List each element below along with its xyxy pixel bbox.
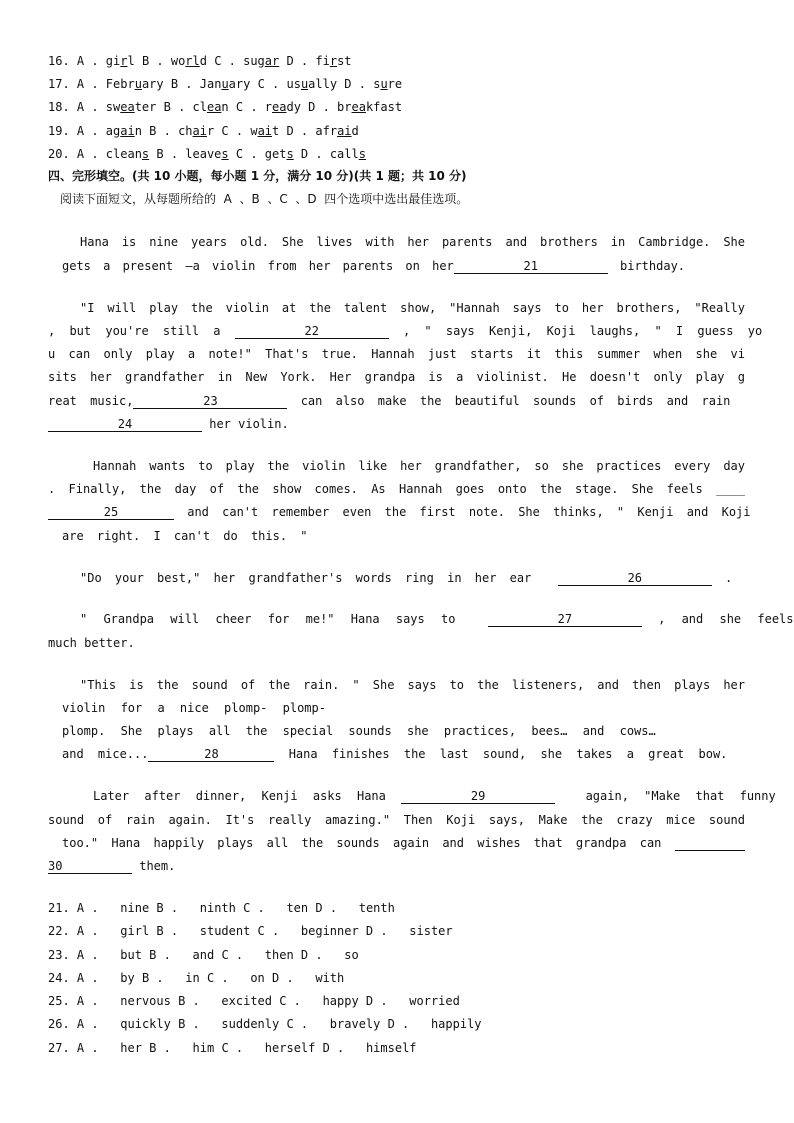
option-b: him (192, 1041, 215, 1055)
passage-line: , but you're still a 22 , " says Kenji, Koji laughs, " I guess yo (48, 324, 763, 338)
blank-23: 23 (133, 394, 287, 409)
option-d: happily (430, 1017, 482, 1031)
option-row: 27. A . her B . him C . herself D . himself (48, 1041, 417, 1055)
option-c: bravely (329, 1017, 381, 1031)
option-a: but (120, 948, 142, 962)
option-a: nervous (120, 994, 171, 1008)
blank-21: 21 (454, 259, 608, 274)
question-19: 19. A . again B . chair C . wait D . afraid (48, 124, 359, 138)
option-d: so (344, 948, 359, 962)
option-row: 25. A . nervous B . excited C . happy D . worried (48, 994, 460, 1008)
option-number: 26. (48, 1017, 70, 1031)
question-20: 20. A . cleans B . leaves C . gets D . calls (48, 147, 366, 161)
passage-line: . Finally, the day of the show comes. As Hannah goes onto the stage. She feels ____ (48, 482, 745, 496)
passage-line: reat music, 23 can also make the beautiful sounds of birds and rain (48, 394, 731, 408)
passage-line: violin for a nice plomp- plomp- (62, 701, 326, 715)
blank-30: 30 (48, 859, 132, 874)
passage-line: "Do your best," her grandfather's words ring in her ear 26 . (80, 571, 733, 585)
question-17: 17. A . February B . January C . usually D . sure (48, 77, 403, 91)
option-b: student (199, 924, 251, 938)
option-number: 24. (48, 971, 70, 985)
blank-28: 28 (148, 747, 274, 762)
blank-22: 22 (235, 324, 389, 339)
option-number: 27. (48, 1041, 70, 1055)
option-d: sister (409, 924, 453, 938)
option-c: herself (264, 1041, 316, 1055)
passage-line: gets a present —a violin from her parents on her 21 birthday. (62, 259, 686, 273)
option-c: then (264, 948, 294, 962)
blank-25: 25 (48, 505, 174, 520)
option-b: in (185, 971, 200, 985)
option-row: 26. A . quickly B . suddenly C . bravely D . happily (48, 1017, 482, 1031)
passage-line: "This is the sound of the rain. " She says to the listeners, and then plays her (80, 678, 745, 692)
passage-line: Hana is nine years old. She lives with her parents and brothers in Cambridge. She (80, 235, 745, 249)
passage-line: too." Hana happily plays all the sounds again and wishes that grandpa can (62, 835, 745, 851)
passage-line: sits her grandfather in New York. Her grandpa is a violinist. He doesn't only play g (48, 370, 745, 384)
option-number: 25. (48, 994, 70, 1008)
blank-24: 24 (48, 417, 202, 432)
option-b: and (192, 948, 215, 962)
option-b: excited (221, 994, 272, 1008)
section-instruction: 阅读下面短文，从每题所给的 A 、B 、C 、D 四个选项中选出最佳选项。 (60, 192, 469, 206)
option-d: with (315, 971, 345, 985)
passage-line: much better. (48, 636, 135, 650)
passage-line: are right. I can't do this. " (62, 529, 308, 543)
blank-29: 29 (401, 789, 555, 804)
option-d: tenth (358, 901, 395, 915)
passage-line: 24 her violin. (48, 416, 289, 432)
option-c: happy (322, 994, 359, 1008)
option-d: worried (409, 994, 460, 1008)
option-row: 23. A . but B . and C . then D . so (48, 948, 359, 962)
option-c: beginner (300, 924, 359, 938)
passage-line: Later after dinner, Kenji asks Hana 29 again, "Make that funny (93, 789, 776, 803)
blank-27: 27 (488, 612, 642, 627)
passage-line: sound of rain again. It's really amazing." Then Koji says, Make the crazy mice sound (48, 813, 745, 827)
section-heading: 四、完形填空。(共 10 小题，每小题 1 分，满分 10 分)(共 1 题；共 10 分) (48, 169, 467, 183)
option-b: ninth (199, 901, 236, 915)
option-b: suddenly (221, 1017, 280, 1031)
passage-line: and mice... 28 Hana finishes the last sound, she takes a great bow. (62, 747, 728, 761)
passage-line: 30 them. (48, 859, 176, 873)
question-16: 16. A . girl B . world C . sugar D . first (48, 54, 352, 68)
option-a: nine (120, 901, 150, 915)
passage-line: plomp. She plays all the special sounds she practices, bees… and cows… (62, 724, 656, 738)
option-row: 24. A . by B . in C . on D . with (48, 971, 345, 985)
option-c: on (250, 971, 265, 985)
option-a: by (120, 971, 135, 985)
option-d: himself (365, 1041, 417, 1055)
passage-line: 25 and can't remember even the first note. She thinks, " Kenji and Koji (48, 504, 751, 520)
blank-30-line (675, 836, 745, 851)
option-c: ten (286, 901, 309, 915)
option-a: quickly (120, 1017, 171, 1031)
option-number: 22. (48, 924, 70, 938)
passage-line: Hannah wants to play the violin like her grandfather, so she practices every day (93, 459, 745, 473)
blank-26: 26 (558, 571, 712, 586)
option-row: 21. A . nine B . ninth C . ten D . tenth (48, 901, 395, 915)
passage-line: u can only play a note!" That's true. Hannah just starts it this summer when she vi (48, 347, 745, 361)
option-a: girl (120, 924, 150, 938)
question-18: 18. A . sweater B . clean C . ready D . breakfast (48, 100, 403, 114)
passage-line: "I will play the violin at the talent show, "Hannah says to her brothers, "Really (80, 301, 745, 315)
option-a: her (120, 1041, 142, 1055)
option-number: 21. (48, 901, 70, 915)
option-row: 22. A . girl B . student C . beginner D . sister (48, 924, 453, 938)
passage-line: " Grandpa will cheer for me!" Hana says to 27 , and she feels (80, 612, 794, 626)
option-number: 23. (48, 948, 70, 962)
